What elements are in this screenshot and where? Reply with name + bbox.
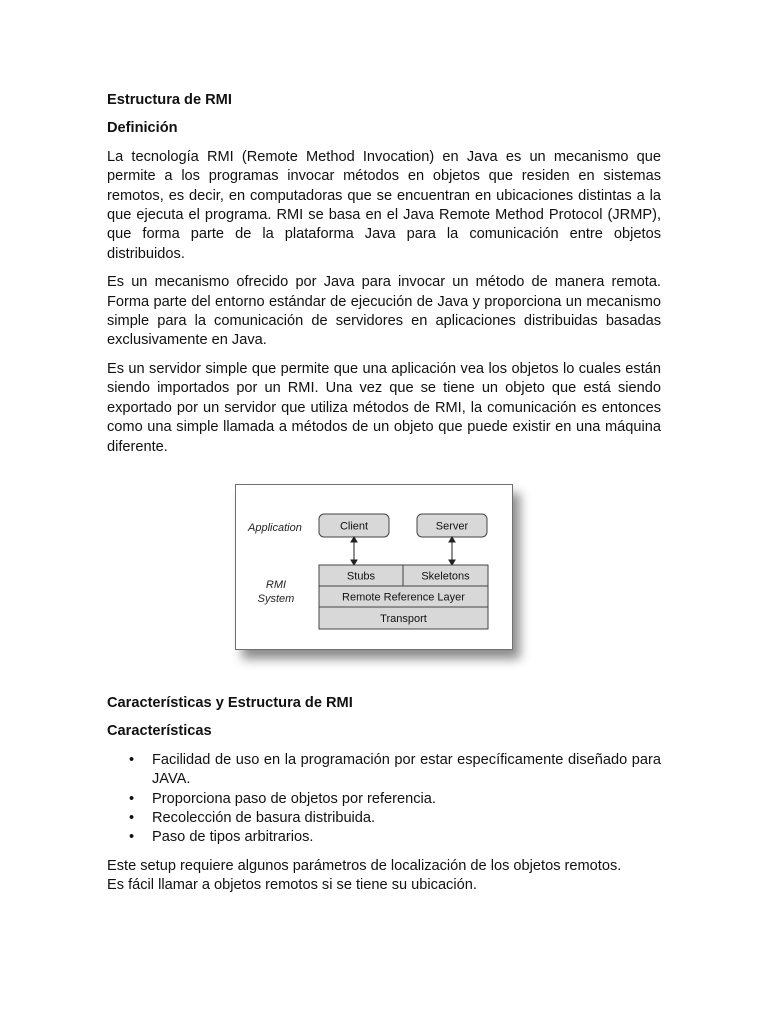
diagram-transport-label: Transport	[380, 612, 427, 625]
document-page	[107, 91, 661, 905]
paragraph-definicion-1: La tecnología RMI (Remote Method Invocation) en Java es un mecanismo que permite a los programas invocar métodos en objetos que residen en sistemas remotos, es decir, en computadoras que se encuentran en ubicaciones distintas a la que ejecuta el programa. RMI se basa en el Java Remote Method Protocol (JRMP), que forma parte de la plataforma Java para la comunicación entre objetos distribuidos.	[107, 148, 661, 262]
bullet-icon: •	[129, 829, 135, 846]
list-item-text: Proporciona paso de objetos por referencia.	[152, 790, 436, 807]
list-item-text: Paso de tipos arbitrarios.	[152, 829, 314, 846]
paragraph-definicion-3: Es un servidor simple que permite que una aplicación vea los objetos lo cuales están siendo importados por un RMI. Una vez que se tiene un objeto que está siendo exportado por un servidor que utiliza métodos de RMI, la comunicación es entonces como una simple llamada a métodos de un objeto que puede existir en una máquina diferente.	[107, 360, 661, 455]
closing-line-1: Este setup requiere algunos parámetros de localización de los objetos remotos.	[107, 857, 622, 874]
list-item	[107, 790, 661, 809]
features-list	[107, 751, 661, 848]
bullet-icon: •	[129, 790, 135, 807]
closing-line-2: Es fácil llamar a objetos remotos si se tiene su ubicación.	[107, 877, 477, 894]
section-title-caracteristicas-estructura: Características y Estructura de RMI	[107, 694, 353, 711]
diagram-skeletons-label: Skeletons	[421, 570, 470, 583]
diagram-server-label: Server	[435, 520, 469, 533]
subsection-title-caracteristicas: Características	[107, 723, 212, 740]
paragraph-definicion-2: Es un mecanismo ofrecido por Java para invocar un método de manera remota. Forma parte del entorno estándar de ejecución de Java y proporciona un mecanismo simple para la comunicación de servidores en aplicaciones distribuidas basadas exclusivamente en Java.	[107, 274, 661, 349]
closing-paragraph	[107, 857, 661, 896]
list-item	[107, 751, 661, 790]
subsection-title-definicion: Definición	[107, 120, 178, 137]
diagram-stubs-label: Stubs	[346, 570, 376, 583]
section-title-estructura: Estructura de RMI	[107, 92, 232, 108]
diagram-application-label: Application	[248, 521, 302, 534]
diagram-server-arrow	[449, 537, 455, 565]
list-item-text: Facilidad de uso en la programación por estar específicamente diseñado para JAVA.	[152, 751, 661, 788]
diagram-rmi-label-line2: System	[257, 592, 295, 605]
bullet-icon: •	[129, 809, 135, 826]
list-item	[107, 809, 661, 828]
diagram-rmi-label-line1: RMI	[265, 578, 287, 591]
list-item-text: Recolección de basura distribuida.	[152, 809, 376, 826]
diagram-remote-reference-layer-label: Remote Reference Layer	[342, 591, 465, 604]
bullet-icon: •	[129, 751, 135, 768]
rmi-architecture-diagram	[235, 484, 513, 650]
figure-container	[107, 484, 661, 694]
diagram-client-label: Client	[339, 520, 369, 533]
diagram-client-arrow	[351, 537, 357, 565]
list-item	[107, 828, 661, 847]
